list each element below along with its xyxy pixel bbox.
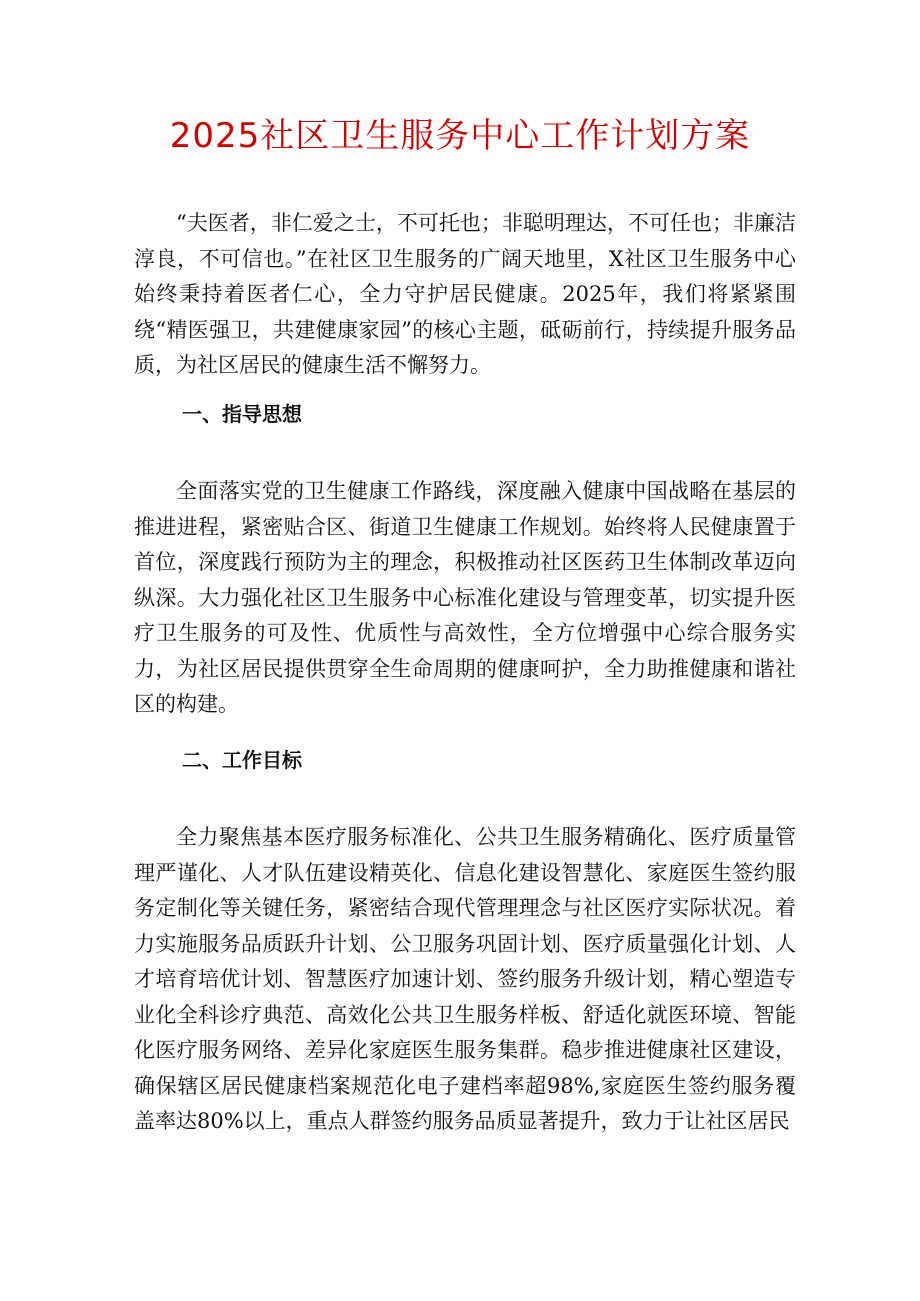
section-body-work-goals: 全力聚焦基本医疗服务标准化、公共卫生服务精确化、医疗质量管理严谨化、人才队伍建设精英化、信息化建设智慧化、家庭医生签约服务定制化等关键任务，紧密结合现代管理理念与社区医疗实际状况。着力实施服务品质跃升计划、公卫服务巩固计划、医疗质量强化计划、人才培育培优计划、智慧医疗加速计划、签约服务升级计划，精心塑造专业化全科诊疗典范、高效化公共卫生服务样板、舒适化就医环境、智能化医疗服务网络、差异化家庭医生服务集群。稳步推进健康社区建设，确保辖区居民健康档案规范化电子建档率超98%,家庭医生签约服务覆盖率达80%以上，重点人群签约服务品质显著提升，致力于让社区居民	[134, 825, 796, 1133]
section-body-guiding-ideology: 全面落实党的卫生健康工作路线，深度融入健康中国战略在基层的推进进程，紧密贴合区、街道卫生健康工作规划。始终将人民健康置于首位，深度践行预防为主的理念，积极推动社区医药卫生体制改革迈向纵深。大力强化社区卫生服务中心标准化建设与管理变革，切实提升医疗卫生服务的可及性、优质性与高效性，全方位增强中心综合服务实力，为社区居民提供贯穿全生命周期的健康呵护，全力助推健康和谐社区的构建。	[134, 479, 796, 716]
intro-paragraph: “夫医者，非仁爱之士，不可托也；非聪明理达，不可任也；非廉洁淳良，不可信也。”在社区卫生服务的广阔天地里，X社区卫生服务中心始终秉持着医者仁心，全力守护居民健康。2025年，我们将紧紧围绕“精医强卫，共建健康家园”的核心主题，砥砺前行，持续提升服务品质，为社区居民的健康生活不懈努力。	[134, 211, 796, 377]
section-heading-work-goals: 二、工作目标	[182, 748, 302, 772]
section-heading-guiding-ideology: 一、指导思想	[182, 402, 302, 426]
document-title: 2025社区卫生服务中心工作计划方案	[169, 116, 751, 156]
